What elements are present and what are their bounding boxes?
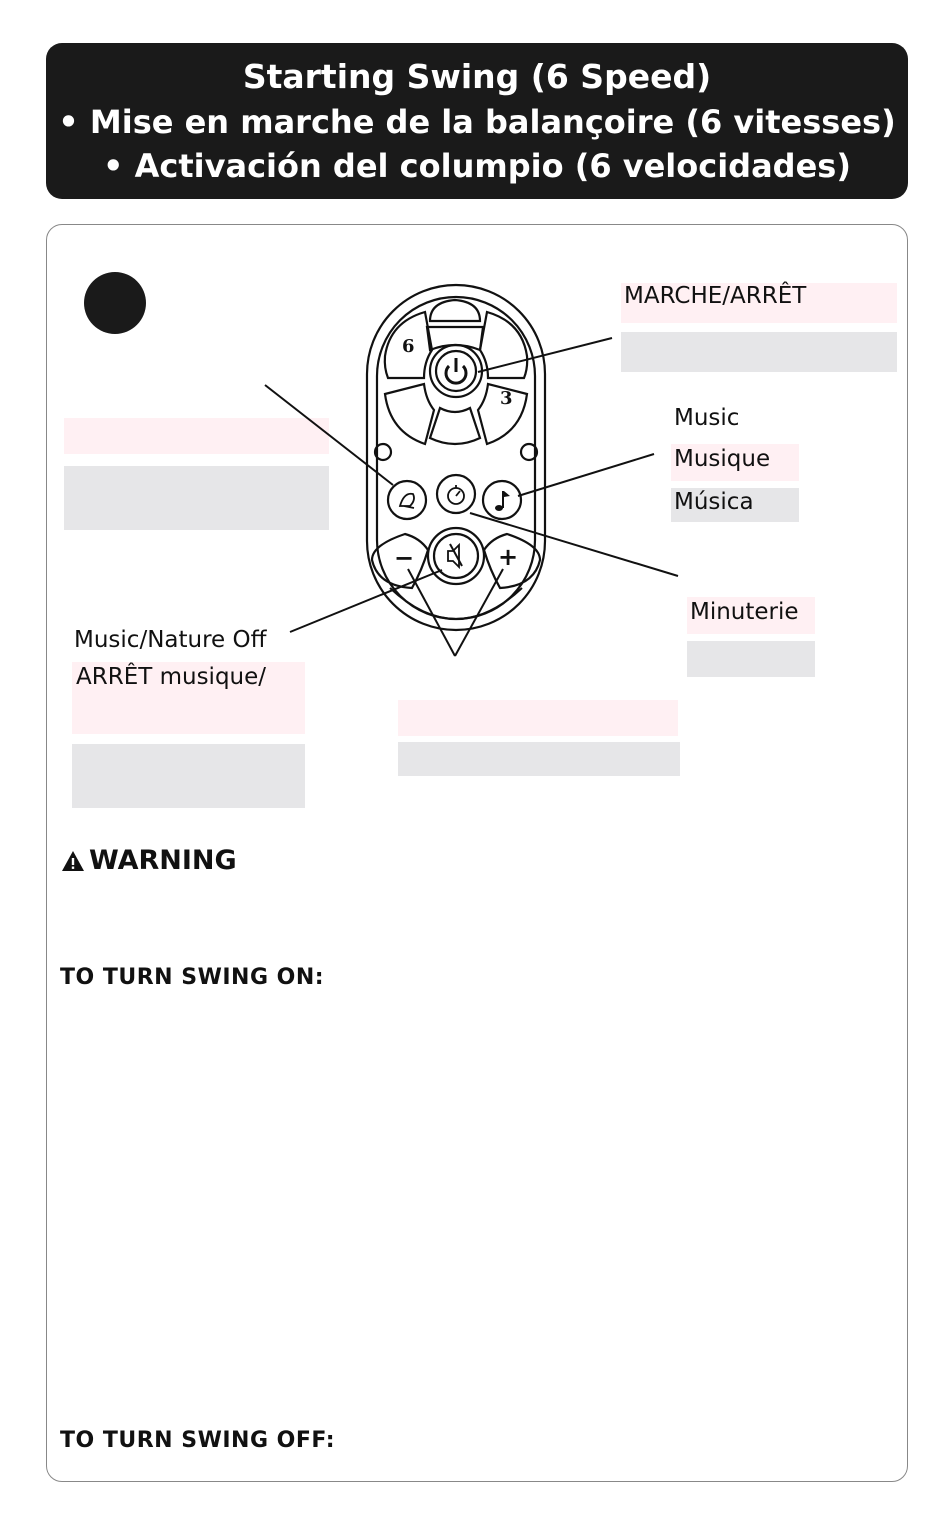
warning-triangle-icon	[60, 849, 86, 873]
turn-on-heading: TO TURN SWING ON:	[60, 965, 325, 990]
timer-button	[437, 475, 475, 513]
nature-leader-line	[265, 385, 393, 485]
speed-3-label: 3	[500, 388, 513, 409]
bird-icon	[400, 494, 414, 508]
title-english: Starting Swing (6 Speed)	[242, 57, 712, 96]
speed-lower-left-button	[385, 384, 434, 444]
off-label-fr: ARRÊT musique/	[76, 664, 267, 690]
speed-upper-right-button	[480, 312, 527, 378]
turn-off-heading: TO TURN SWING OFF:	[60, 1428, 336, 1453]
timer-label-fr: Minuterie	[690, 599, 799, 625]
music-label-en: Music	[674, 405, 740, 431]
music-label-fr: Musique	[674, 446, 771, 472]
music-note-icon	[495, 505, 503, 511]
on-off-label-fr: MARCHE/ARRÊT	[624, 283, 807, 309]
music-label-es: Música	[674, 489, 754, 515]
title-french: • Mise en marche de la balançoire (6 vitesses)	[58, 103, 896, 141]
speed-top-button	[430, 300, 480, 321]
speed-6-label: 6	[402, 336, 415, 357]
speed-bottom-button	[430, 408, 480, 444]
volume-plus-label: +	[498, 543, 519, 571]
warning-label: WARNING	[89, 845, 237, 876]
title-spanish: • Activación del columpio (6 velocidades)	[103, 147, 851, 185]
warning-heading	[60, 845, 237, 876]
volume-minus-label: −	[394, 544, 415, 572]
volume-leader-right	[455, 569, 503, 656]
music-leader-line	[518, 454, 654, 496]
nature-sounds-button	[388, 481, 426, 519]
off-label-en: Music/Nature Off	[74, 627, 267, 653]
